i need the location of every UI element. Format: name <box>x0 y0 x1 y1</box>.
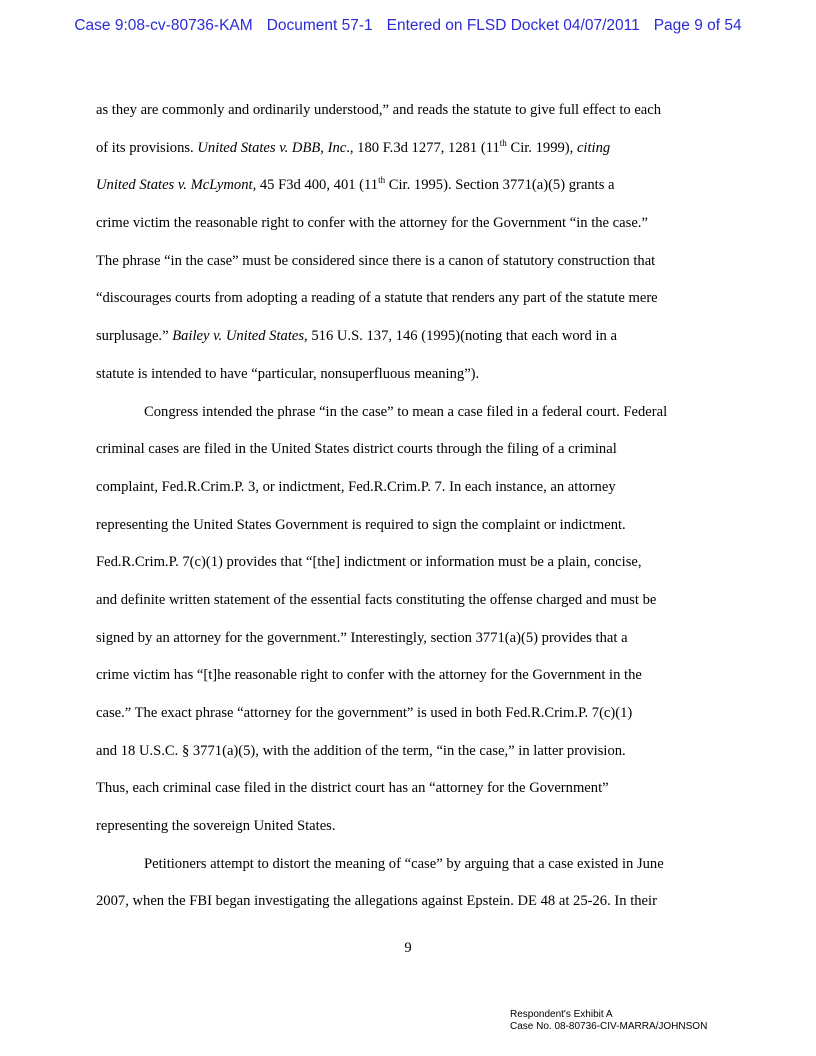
header-document-number: Document 57-1 <box>266 17 373 34</box>
exhibit-stamp <box>510 1009 707 1033</box>
text-line: signed by an attorney for the government.” Interestingly, section 3771(a)(5) provides that a <box>96 629 628 646</box>
text-line: Petitioners attempt to distort the meaning of “case” by arguing that a case existed in June <box>144 855 664 872</box>
text-line: Congress intended the phrase “in the case” to mean a case filed in a federal court. Federal <box>144 403 668 420</box>
text-line: criminal cases are filed in the United States district courts through the filing of a criminal <box>96 441 617 458</box>
text-line: The phrase “in the case” must be considered since there is a canon of statutory construction that <box>96 252 656 269</box>
text-line: statute is intended to have “particular, nonsuperfluous meaning”). <box>96 365 480 382</box>
text-line: representing the United States Government is required to sign the complaint or indictment. <box>96 516 626 533</box>
text-line: of its provisions. United States v. DBB, Inc., 180 F.3d 1277, 1281 (11th Cir. 1999), citing <box>96 137 611 156</box>
text-line: Thus, each criminal case filed in the district court has an “attorney for the Government” <box>96 780 609 797</box>
docket-header <box>0 17 816 35</box>
header-entered-date: Entered on FLSD Docket 04/07/2011 <box>386 17 640 34</box>
exhibit-label: Respondent's Exhibit A <box>510 1009 613 1020</box>
case-citation: Bailey v. United States <box>172 328 305 345</box>
case-citation: citing <box>576 139 611 156</box>
text-line: surplusage.” Bailey v. United States, 516 U.S. 137, 146 (1995)(noting that each word in a <box>96 328 617 345</box>
text-line: 2007, when the FBI began investigating the allegations against Epstein. DE 48 at 25-26. In their <box>96 893 657 910</box>
text-line: “discourages courts from adopting a reading of a statute that renders any part of the statute mere <box>96 290 658 307</box>
text-line: representing the sovereign United States. <box>96 818 336 835</box>
text-line: as they are commonly and ordinarily understood,” and reads the statute to give full effect to each <box>96 102 662 118</box>
body-text <box>96 92 732 921</box>
text-line: crime victim has “[t]he reasonable right to confer with the attorney for the Government in the <box>96 667 642 684</box>
page-number: 9 <box>404 940 412 956</box>
text-line: United States v. McLymont, 45 F3d 400, 401 (11th Cir. 1995). Section 3771(a)(5) grants a <box>96 175 615 194</box>
case-citation: United States v. DBB, Inc <box>197 139 347 156</box>
header-case-number: Case 9:08-cv-80736-KAM <box>74 17 253 34</box>
text-line: complaint, Fed.R.Crim.P. 3, or indictment, Fed.R.Crim.P. 7. In each instance, an attorney <box>96 478 616 495</box>
exhibit-case-number: Case No. 08-80736-CIV-MARRA/JOHNSON <box>510 1021 708 1032</box>
text-line: Fed.R.Crim.P. 7(c)(1) provides that “[the] indictment or information must be a plain, concise, <box>96 554 642 571</box>
ordinal-suffix: th <box>378 175 386 186</box>
case-citation: United States v. McLymont <box>96 177 253 194</box>
text-line: and 18 U.S.C. § 3771(a)(5), with the addition of the term, “in the case,” in latter provision. <box>96 742 626 759</box>
ordinal-suffix: th <box>499 137 507 148</box>
text-line: case.” The exact phrase “attorney for the government” is used in both Fed.R.Crim.P. 7(c)(1) <box>96 705 633 721</box>
header-page-count: Page 9 of 54 <box>653 17 742 34</box>
text-line: and definite written statement of the essential facts constituting the offense charged and must be <box>96 591 657 608</box>
text-line: crime victim the reasonable right to confer with the attorney for the Government “in the case.” <box>96 215 648 232</box>
